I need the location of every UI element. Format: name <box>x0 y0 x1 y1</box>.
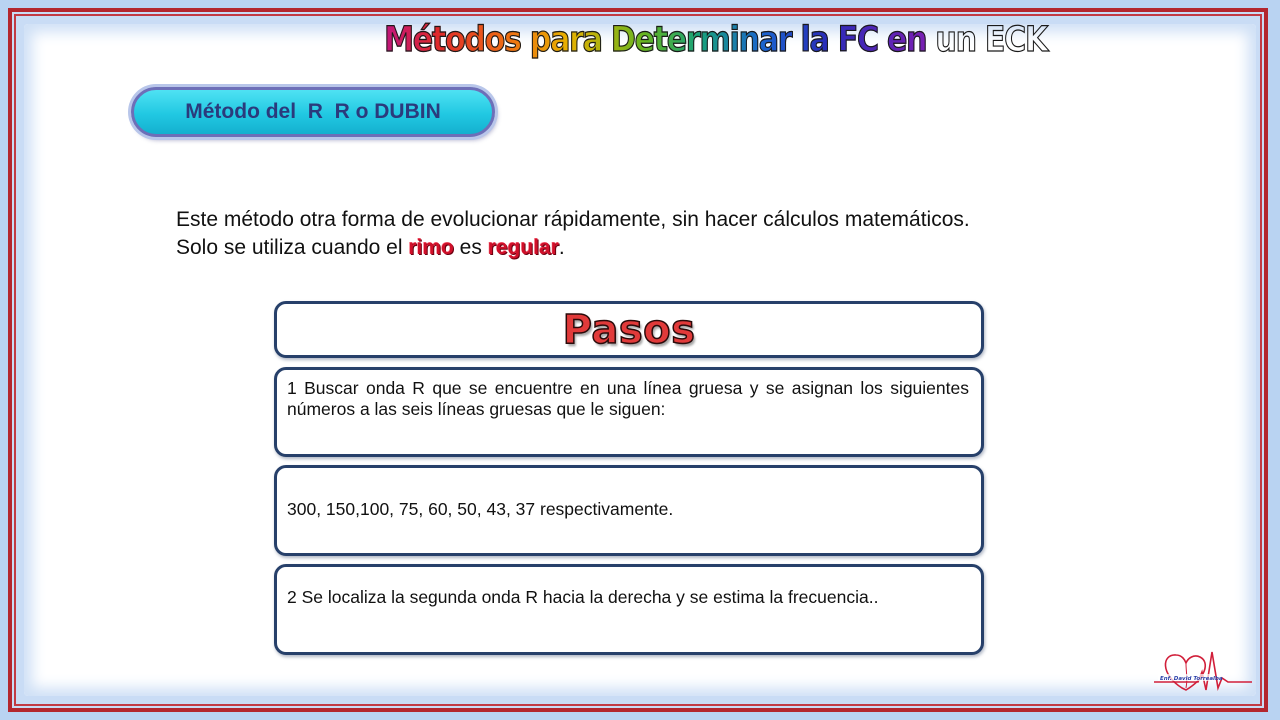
method-label-pill <box>131 87 495 137</box>
highlight-regular: regular <box>487 236 559 259</box>
step-box-2 <box>274 465 984 556</box>
intro-paragraph <box>176 206 1206 262</box>
intro-line-2-middle: es <box>453 236 488 259</box>
intro-line-1: Este método otra forma de evolucionar rápidamente, sin hacer cálculos matemáticos. <box>176 208 970 231</box>
method-label-text: Método del R R o DUBIN <box>185 100 441 123</box>
intro-line-2 <box>176 234 1206 262</box>
step-3-text: 2 Se localiza la segunda onda R hacia la derecha y se estima la frecuencia.. <box>287 587 879 607</box>
step-box-1 <box>274 367 984 457</box>
intro-line-2-end: . <box>558 236 565 259</box>
steps-heading: Pasos <box>562 306 696 353</box>
step-2-text: 300, 150,100, 75, 60, 50, 43, 37 respectivamente. <box>287 499 674 519</box>
slide-title: Métodos para Determinar la FC en un ECK <box>384 20 1048 60</box>
steps-heading-box <box>274 301 984 358</box>
intro-line-2-start: Solo se utiliza cuando el <box>176 236 409 259</box>
heart-ecg-icon <box>1152 648 1254 694</box>
highlight-rimo: rimo <box>408 236 454 259</box>
logo-text: Enf. David Torrealba <box>1160 676 1223 682</box>
step-1-text: 1 Buscar onda R que se encuentre en una línea gruesa y se asignan los siguientes números a las seis líneas gruesas que le siguen: <box>287 378 969 419</box>
step-box-3 <box>274 564 984 655</box>
